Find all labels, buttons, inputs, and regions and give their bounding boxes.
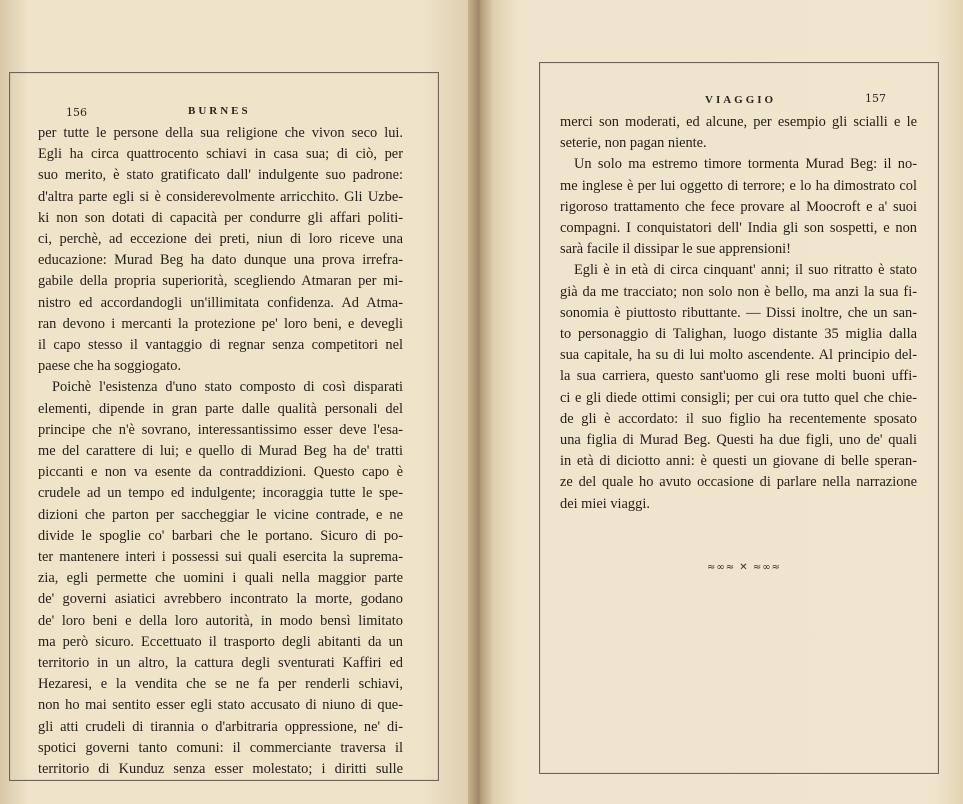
text-line: me inglese è per lui oggetto di terrore; e lo ha dimostrato col: [560, 177, 917, 194]
text-line: il capo stesso il vantaggio di regnar senza competitori nel: [38, 337, 403, 354]
text-line: to personaggio di Talighan, luogo distante 35 miglia dalla: [560, 326, 917, 343]
text-line: la sua carriera, questo sant'uomo gli rese molti buoni uffi-: [560, 368, 917, 385]
text-line: dizioni che parton per saccheggiar le vicine contrade, e ne: [38, 506, 403, 523]
left-body-text: [38, 123, 403, 780]
text-line: spotici governi tanto comuni: il commerciante traversa il: [38, 739, 403, 756]
text-line: merci son moderati, ed alcune, per esempio gli scialli e le: [560, 114, 917, 130]
text-line: suo merito, è stato gratificato dall' indulgente suo padrone:: [38, 167, 403, 184]
text-line: territorio in un altro, la cattura degli sventurati Kaffiri ed: [38, 655, 403, 672]
text-line: crudele ad un tempo ed indulgente; incoraggia tutte le spe-: [38, 485, 403, 502]
text-line: educazione: Murad Beg ha dato dunque una prova irrefra-: [38, 252, 403, 269]
text-line: compagni. I conquistatori dell' India gli son sospetti, e non: [560, 220, 917, 237]
ornament-divider: ≈∞≈ ✕ ≈∞≈: [707, 562, 781, 573]
text-line: ran devono i mercanti la protezione pe' loro beni, e devegli: [38, 315, 403, 332]
text-line: elementi, dipende in gran parte dalle qualità personali del: [38, 400, 403, 417]
right-page: [480, 0, 963, 804]
text-line: ma però sicuro. Eccettuato il trasporto degli abitanti da un: [38, 633, 403, 650]
right-body-text: [560, 112, 917, 515]
text-line: sua capitale, ha su di lui molto ascendente. Al principio del-: [560, 347, 917, 364]
text-line: dei miei viaggi.: [560, 495, 650, 512]
text-line: già da me tracciato; non solo non è bello, ma anzi la sua fi-: [560, 283, 917, 300]
text-line: Un solo ma estremo timore tormenta Murad Beg: il no-: [574, 156, 917, 173]
text-line: zia, egli permette che uomini i quali nella maggior parte: [38, 570, 403, 587]
text-line: paese che ha soggiogato.: [38, 358, 182, 375]
text-line: me del carattere di lui; e quello di Murad Beg ha de' tratti: [38, 443, 403, 460]
text-line: Hezaresi, e la vendita che se ne fa per renderli schiavi,: [38, 676, 403, 693]
text-line: piccanti e non va esente da contraddizioni. Questo capo è: [38, 464, 403, 481]
text-line: non ho mai sentito esser egli stato accusato di niuno di que-: [38, 697, 403, 714]
text-line: ze del quale ho avuto occasione di parlare nella narrazione: [560, 474, 917, 491]
text-line: gli atti crudeli di tirannia o d'arbitraria oppressione, ne' di-: [38, 718, 403, 735]
text-line: Poichè l'esistenza d'uno stato composto di così disparati: [52, 379, 403, 396]
text-line: nistro ed accordandogli un'illimitata confidenza. Ad Atma-: [38, 294, 403, 311]
text-line: ki non son dotati di capacità per condurre gli affari politi-: [38, 209, 403, 226]
text-line: per tutte le persone della sua religione che vivon seco lui.: [38, 125, 403, 141]
text-line: ci e gli diede ottimi consigli; per cui ora tutto quel che chie-: [560, 389, 917, 406]
text-line: de' loro beni e della loro autorità, in modo bensì limitato: [38, 612, 403, 629]
text-line: principe che n'è sovrano, interessantissimo esser deve l'esa-: [38, 421, 403, 438]
text-line: ter mantenere interi i possessi sui quali esercita la suprema-: [38, 549, 403, 566]
book-gutter: [468, 0, 492, 804]
text-line: sonomia è piuttosto ributtante. — Dissi inoltre, che un san-: [560, 304, 917, 321]
text-line: gabile della propria superiorità, scegliendo Atmaran per mi-: [38, 273, 403, 290]
text-line: sarà facile il dissipar le sue apprensioni!: [560, 241, 791, 258]
text-line: territorio di Kunduz senza esser molestato; i diritti sulle: [38, 761, 403, 778]
text-line: ci, perchè, ad eccezione dei preti, niun di loro riceve una: [38, 231, 403, 248]
left-page-number: 156: [66, 106, 87, 119]
text-line: d'altra parte egli si è considerevolmente arricchito. Gli Uzbe-: [38, 188, 403, 205]
left-page: [0, 0, 480, 804]
text-line: de gli è accordato: il suo figlio ha recentemente sposato: [560, 410, 917, 427]
text-line: seterie, non pagan niente.: [560, 135, 707, 152]
text-line: Egli è in età di circa cinquant' anni; il suo ritratto è stato: [574, 262, 917, 279]
text-line: divide le spoglie co' barbari che le portano. Sicuro di po-: [38, 527, 403, 544]
right-running-head: VIAGGIO: [705, 94, 777, 106]
right-page-number: 157: [865, 92, 886, 105]
left-running-head: BURNES: [188, 105, 251, 117]
text-line: de' governi asiatici avrebbero incontrato la morte, godano: [38, 591, 403, 608]
text-line: rigoroso trattamento che fece provare al Moocroft e a' suoi: [560, 198, 917, 215]
text-line: Egli ha circa quattrocento schiavi in casa sua; di ciò, per: [38, 146, 403, 163]
text-line: una figlia di Murad Beg. Questi ha due figli, uno de' quali: [560, 432, 917, 449]
text-line: in età di diciotto anni: è questi un giovane di belle speran-: [560, 453, 917, 470]
